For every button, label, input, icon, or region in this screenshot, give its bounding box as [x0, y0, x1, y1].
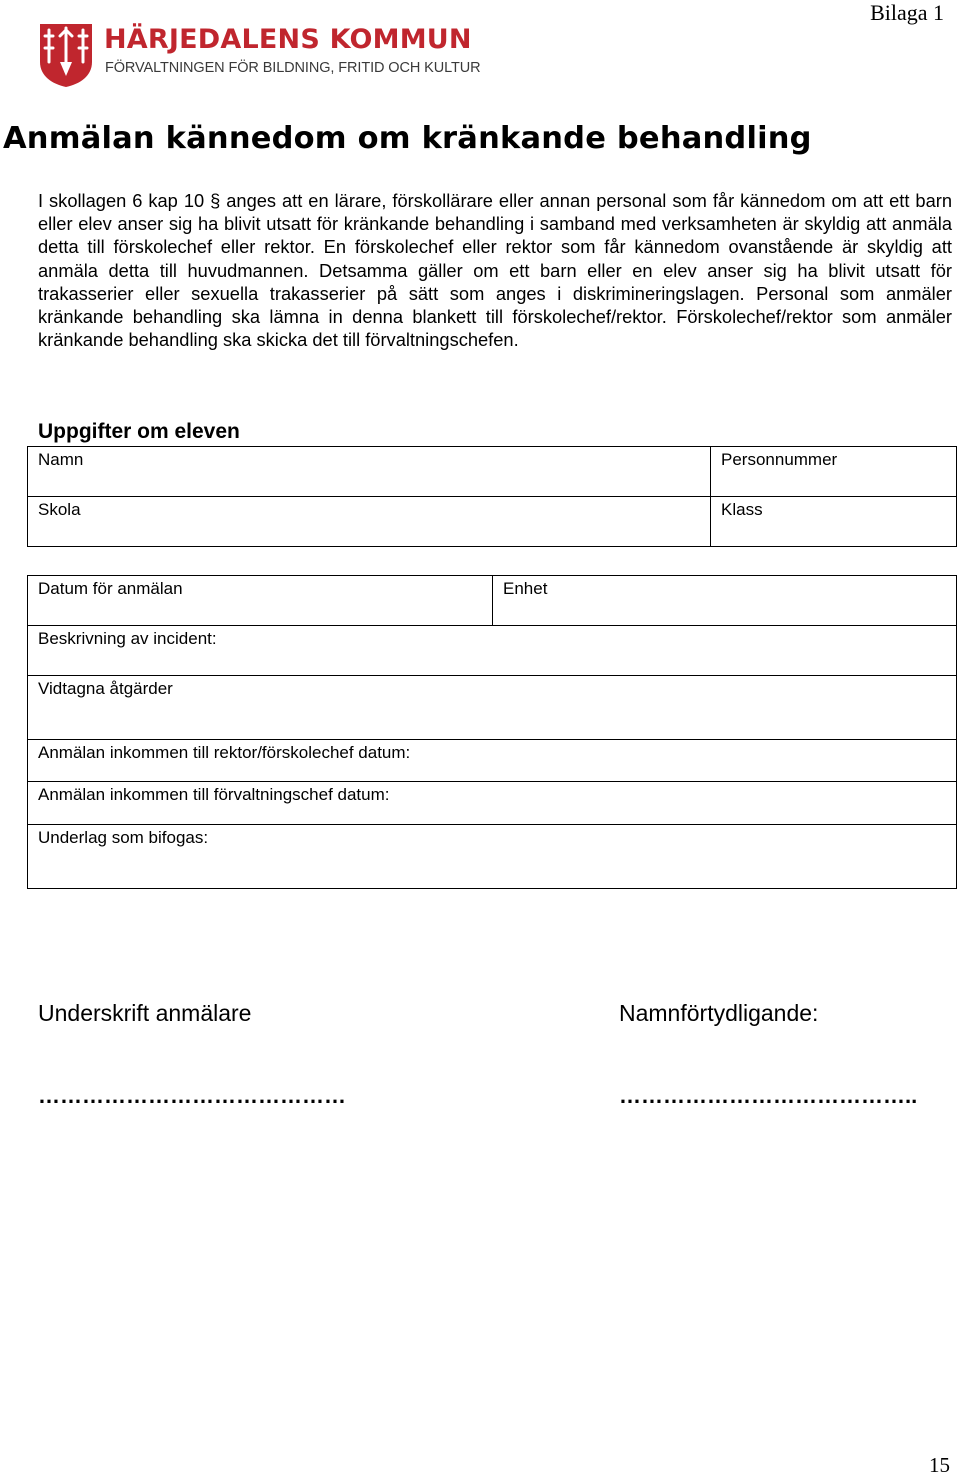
class-field[interactable] [711, 497, 957, 547]
school-field[interactable] [28, 497, 711, 547]
unit-label: Enhet [503, 579, 548, 598]
incident-description-field[interactable] [28, 626, 957, 676]
student-section-title: Uppgifter om eleven [38, 420, 240, 443]
received-admin-head-field[interactable] [28, 782, 957, 825]
name-field[interactable] [28, 447, 711, 497]
received-admin-head-label: Anmälan inkommen till förvaltningschef datum: [38, 785, 390, 804]
attachments-label: Underlag som bifogas: [38, 828, 209, 847]
page-number: 15 [929, 1453, 950, 1477]
report-date-label: Datum för anmälan [38, 579, 183, 598]
logo-subtitle: FÖRVALTNINGEN FÖR BILDNING, FRITID OCH KULTUR [105, 60, 481, 76]
attachments-field[interactable] [28, 825, 957, 889]
report-table [27, 575, 957, 889]
actions-taken-label: Vidtagna åtgärder [38, 679, 173, 698]
school-label: Skola [38, 500, 81, 519]
intro-paragraph: I skollagen 6 kap 10 § anges att en lärare, förskollärare eller annan personal som får kännedom om att ett barn eller elev anser sig ha blivit utsatt för kränkande behandling i samband med verksamheten är skyldig att anmäla detta till förskolechef eller rektor. En förskolechef eller rektor som får kännedom ovanstående är skyldig att anmäla detta till huvudmannen. Detsamma gäller om ett barn eller en elev anser sig ha blivit utsatt för trakasserier eller sexuella trakasserier på sätt som anges i diskrimineringslagen. Personal som anmäler kränkande behandling ska lämna in denna blankett till förskolechef/rektor. Förskolechef/rektor som anmäler kränkande behandling ska skicka det till förvaltningschefen. [38, 190, 952, 351]
unit-field[interactable] [493, 576, 957, 626]
reporter-signature-label: Underskrift anmälare [38, 1000, 252, 1026]
name-label: Namn [38, 450, 84, 469]
report-date-field[interactable] [28, 576, 493, 626]
document-title: Anmälan kännedom om kränkande behandling [3, 121, 812, 156]
name-clarification-line[interactable]: ………………………………….. [619, 1083, 918, 1108]
received-principal-label: Anmälan inkommen till rektor/förskolechef datum: [38, 743, 411, 762]
personal-number-field[interactable] [711, 447, 957, 497]
municipality-logo [38, 22, 481, 88]
reporter-signature-line[interactable]: …………………………………… [38, 1083, 346, 1108]
received-principal-field[interactable] [28, 740, 957, 782]
name-clarification-label: Namnförtydligande: [619, 1000, 819, 1026]
actions-taken-field[interactable] [28, 676, 957, 740]
student-info-table [27, 446, 957, 547]
coat-of-arms-icon [38, 22, 94, 88]
personal-number-label: Personnummer [721, 450, 838, 469]
logo-title: HÄRJEDALENS KOMMUN [104, 24, 472, 55]
attachment-label: Bilaga 1 [870, 0, 944, 25]
class-label: Klass [721, 500, 763, 519]
incident-description-label: Beskrivning av incident: [38, 629, 217, 648]
